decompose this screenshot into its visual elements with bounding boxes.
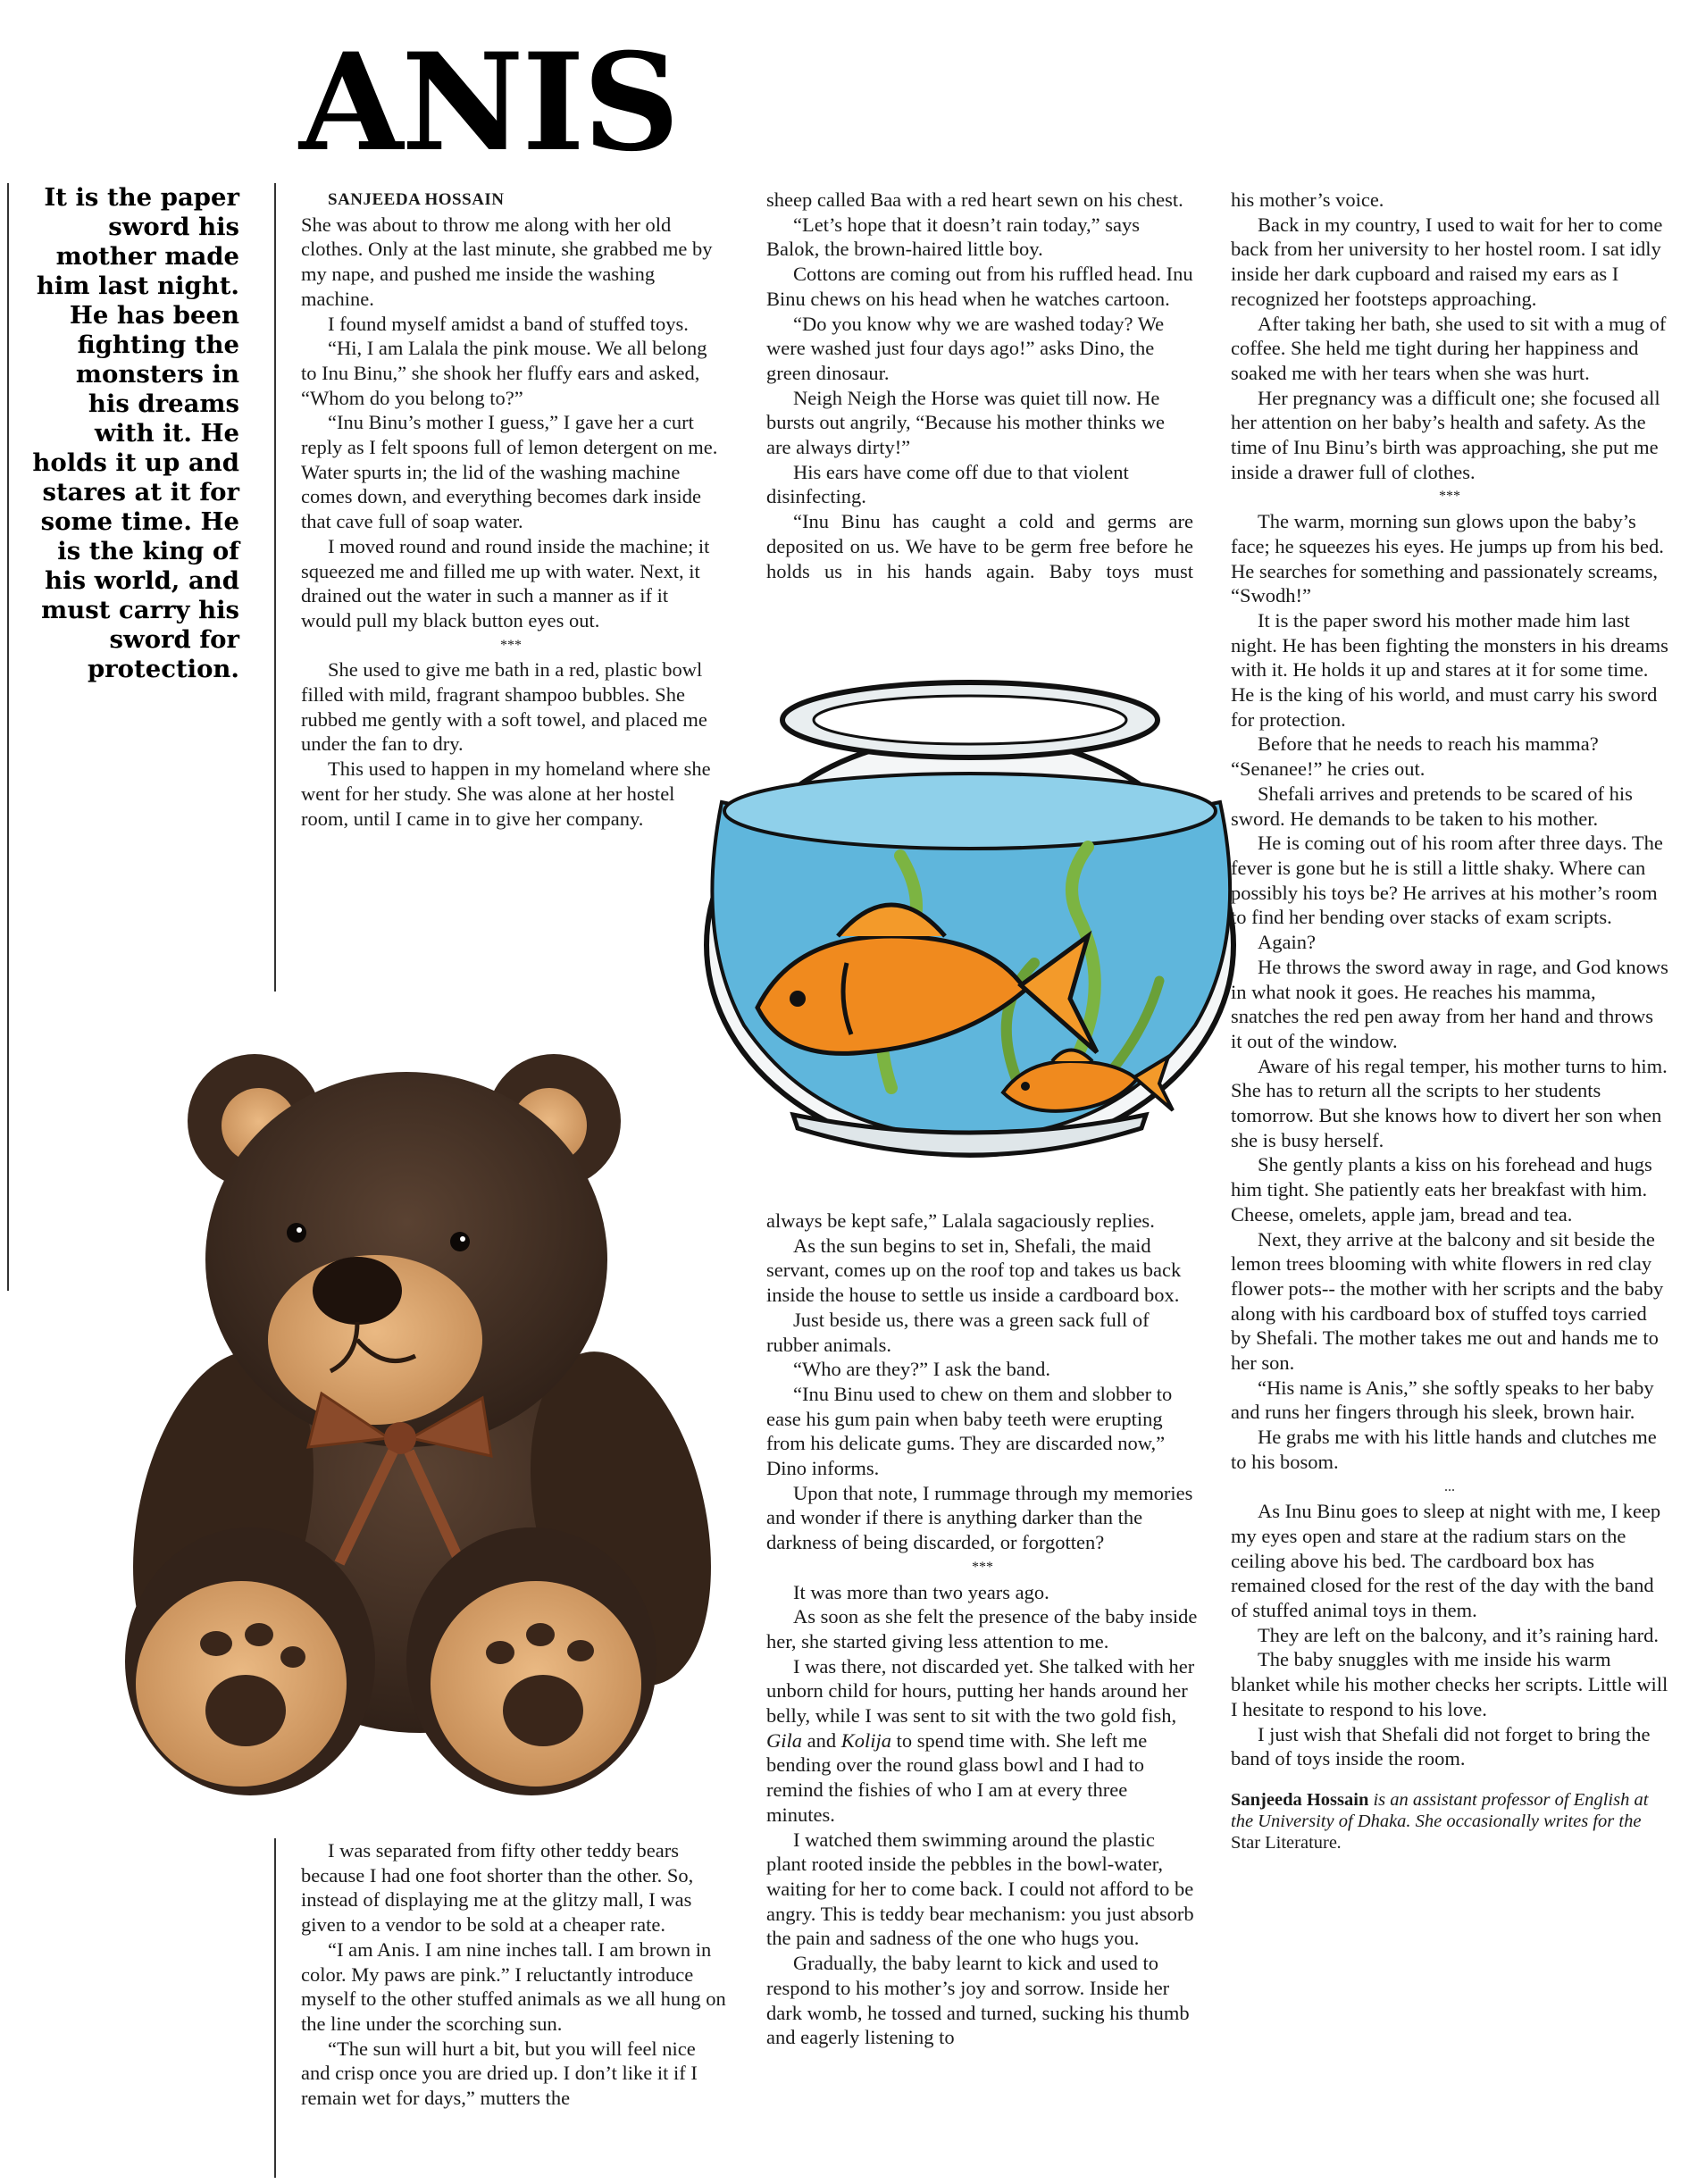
publication-name: Star Literature (1231, 1833, 1337, 1853)
paragraph: “Inu Binu used to chew on them and slobber to ease his gum pain when baby teeth were erupting from his delicate gums. They are discarded now,” Dino informs. (766, 1382, 1173, 1480)
paragraph: The baby snuggles with me inside his warm blanket while his mother checks her scripts. Little will I hesitate to respond to his love. (1231, 1648, 1668, 1720)
fish-name-gila: Gila (766, 1728, 803, 1752)
paragraph: Just beside us, there was a green sack full of rubber animals. (766, 1308, 1150, 1356)
author-bio (1231, 1789, 1668, 1853)
paragraph: his mother’s voice. (1231, 188, 1384, 211)
byline: SANJEEDA HOSSAIN (328, 190, 505, 209)
paragraph: As the sun begins to set in, Shefali, the maid servant, comes up on the roof top and takes us back inside the house to settle us inside a cardboard box. (766, 1234, 1182, 1307)
paragraph: As soon as she felt the presence of the baby inside her, she started giving less attention to me. (766, 1605, 1198, 1653)
column-1-bottom (301, 1838, 728, 2111)
paragraph: He is coming out of his room after three days. The fever is gone but he is still a little shaky. Where can possibly his toys be? He arrives at his mother’s room to find her bending over stacks of exam scripts. (1231, 832, 1663, 929)
paragraph: “Do you know why we are washed today? We were washed just four days ago!” asks Dino, the green dinosaur. (766, 312, 1165, 384)
paragraph: Gradually, the baby learnt to kick and used to respond to his mother’s joy and sorrow. Inside her dark womb, he tossed and turned, sucking his thumb and eagerly listening to (766, 1952, 1190, 2049)
paragraph: “The sun will hurt a bit, but you will feel nice and crisp once you are dried up. I don’t like it if I remain wet for days,” mutters the (301, 2037, 698, 2110)
paragraph: “Hi, I am Lalala the pink mouse. We all belong to Inu Binu,” she shook her fluffy ears and asked, “Whom do you belong to?” (301, 337, 707, 409)
fish-name-kolija: Kolija (840, 1728, 892, 1752)
column-rule (274, 183, 276, 992)
story-title: ANIS (299, 24, 678, 181)
paragraph: It is the paper sword his mother made him last night. He has been fighting the monsters in his dreams with it. He holds it up and stares at it for some time. He is the king of his world, and must carry his sword for protection. (1231, 608, 1668, 731)
paragraph: “Let’s hope that it doesn’t rain today,” says Balok, the brown-haired little boy. (766, 213, 1141, 261)
paragraph: Next, they arrive at the balcony and sit beside the lemon trees blooming with white flowers in red clay flower pots-- the mother with her scripts and the baby along with his cardboard box of stuffed toys carried by Shefali. The mother takes me out and hands me to her son. (1231, 1227, 1664, 1375)
paragraph: “Inu Binu has caught a cold and germs are deposited on us. We have to be germ free before he holds us in his hands again. Baby toys must (766, 510, 1193, 582)
fishbowl-illustration (695, 668, 1249, 1168)
column-2-top (766, 188, 1193, 583)
paragraph: “His name is Anis,” she softly speaks to her baby and runs her fingers through his sleek, brown hair. (1231, 1376, 1654, 1424)
pull-quote: It is the paper sword his mother made him last night. He has been fighting the monsters in his dreams with it. He holds it up and stares at it for some time. He is the king of his world, and must carry his sword for protection. (32, 183, 239, 683)
paragraph: After taking her bath, she used to sit with a mug of coffee. She held me tight during her happiness and soaked me with her tears when she was hurt. (1231, 312, 1667, 384)
bio-end: . (1336, 1833, 1342, 1853)
left-margin-rule (7, 183, 9, 1291)
paragraph: I was separated from fifty other teddy bears because I had one foot shorter than the other. So, instead of displaying me at the glitzy mall, I was given to a vendor to be sold at a cheaper rate. (301, 1839, 694, 1937)
paragraph (766, 1654, 1199, 1828)
paragraph: He grabs me with his little hands and clutches me to his bosom. (1231, 1426, 1657, 1473)
column-2-bottom (766, 1209, 1199, 2050)
paragraph: She gently plants a kiss on his forehead and hugs him tight. She patiently eats her breakfast with him. Cheese, omelets, apple jam, bread and tea. (1231, 1153, 1652, 1226)
paragraph: sheep called Baa with a red heart sewn on his chest. (766, 188, 1183, 211)
paragraph: I just wish that Shefali did not forget to bring the band of toys inside the room. (1231, 1722, 1651, 1770)
paragraph-text: I was there, not discarded yet. She talked with her unborn child for hours, putting her hands around her belly, while I was sent to sit with the two gold fish, (766, 1654, 1195, 1728)
conjunction: and (807, 1728, 837, 1752)
section-separator: ... (1444, 1478, 1455, 1494)
teddy-bear-illustration (116, 1018, 732, 1795)
paragraph: always be kept safe,” Lalala sagaciously replies. (766, 1209, 1155, 1232)
column-rule-bottom (274, 1838, 276, 2178)
paragraph: His ears have come off due to that violent disinfecting. (766, 460, 1129, 508)
paragraph: I moved round and round inside the machine; it squeezed me and filled me up with water. Next, it drained out the water in such a manner as if it would pull my black button eyes out. (301, 534, 710, 632)
column-1-top (301, 188, 721, 831)
paragraph: Back in my country, I used to wait for her to come back from her university to her hostel room. I sat idly inside her dark cupboard and raised my ears as I recognized her footsteps approaching. (1231, 213, 1663, 310)
paragraph: Upon that note, I rummage through my memories and wonder if there is anything darker than the darkness of being discarded, or forgotten? (766, 1481, 1193, 1554)
paragraph: He throws the sword away in rage, and God knows in what nook it goes. He reaches his mamma, snatches the red pen away from her hand and throws it out of the window. (1231, 955, 1668, 1052)
paragraph: Before that he needs to reach his mamma? “Senanee!” he cries out. (1231, 732, 1599, 781)
paragraph: “Inu Binu’s mother I guess,” I gave her a curt reply as I felt spoons full of lemon detergent on me. Water spurts in; the lid of the washing machine comes down, and everything becomes dark inside that cave full of soap water. (301, 411, 718, 533)
paragraph: The warm, morning sun glows upon the baby’s face; he squeezes his eyes. He jumps up from his bed. He searches for something and passionately screams, “Swodh!” (1231, 510, 1664, 607)
author-bio-text: is an assistant professor of English at the University of Dhaka. She occasionally writes for the (1231, 1790, 1649, 1831)
author-name: Sanjeeda Hossain (1231, 1790, 1369, 1810)
paragraph: Shefali arrives and pretends to be scared of his sword. He demands to be taken to his mother. (1231, 782, 1633, 830)
paragraph: It was more than two years ago. (793, 1580, 1049, 1603)
section-separator: *** (972, 1559, 993, 1575)
paragraph: She used to give me bath in a red, plastic bowl filled with mild, fragrant shampoo bubbles. She rubbed me gently with a soft towel, and placed me under the fan to dry. (301, 658, 707, 756)
paragraph: Again? (1258, 931, 1316, 954)
section-separator: *** (1439, 489, 1460, 505)
paragraph: Cottons are coming out from his ruffled head. Inu Binu chews on his head when he watches cartoon. (766, 263, 1193, 310)
paragraph: Her pregnancy was a difficult one; she focused all her attention on her baby’s health and safety. As the time of Inu Binu’s birth was approaching, she put me inside a drawer full of clothes. (1231, 386, 1660, 483)
paragraph: I found myself amidst a band of stuffed toys. (328, 312, 689, 335)
paragraph: She was about to throw me along with her old clothes. Only at the last minute, she grabbed me by my nape, and pushed me inside the washing machine. (301, 213, 713, 310)
paragraph: As Inu Binu goes to sleep at night with me, I keep my eyes open and stare at the radium stars on the ceiling above his bed. The cardboard box has remained closed for the rest of the day with the band of stuffed animal toys in them. (1231, 1500, 1661, 1622)
paragraph: Neigh Neigh the Horse was quiet till now. He bursts out angrily, “Because his mother thinks we are always dirty!” (766, 386, 1165, 459)
column-3 (1231, 188, 1668, 1853)
section-separator: *** (500, 637, 522, 653)
paragraph-text: to spend time with. She left me bending over the round glass bowl and I had to remind the fishies of who I am at every three minutes. (766, 1728, 1148, 1826)
paragraph: Aware of his regal temper, his mother turns to him. She has to return all the scripts to her students tomorrow. But she knows how to divert her son when she is busy herself. (1231, 1054, 1668, 1151)
paragraph: “I am Anis. I am nine inches tall. I am brown in color. My paws are pink.” I reluctantly introduce myself to the other stuffed animals as we all hung on the line under the scorching sun. (301, 1937, 726, 2035)
paragraph: I watched them swimming around the plastic plant rooted inside the pebbles in the bowl-water, waiting for her to come back. I could not afford to be angry. This is teddy bear mechanism: you just absorb the pain and sadness of the one who hugs you. (766, 1828, 1194, 1950)
paragraph: They are left on the balcony, and it’s raining hard. (1258, 1623, 1660, 1646)
paragraph: This used to happen in my homeland where she went for her study. She was alone at her hostel room, until I came in to give her company. (301, 757, 711, 830)
paragraph: “Who are they?” I ask the band. (793, 1358, 1050, 1381)
